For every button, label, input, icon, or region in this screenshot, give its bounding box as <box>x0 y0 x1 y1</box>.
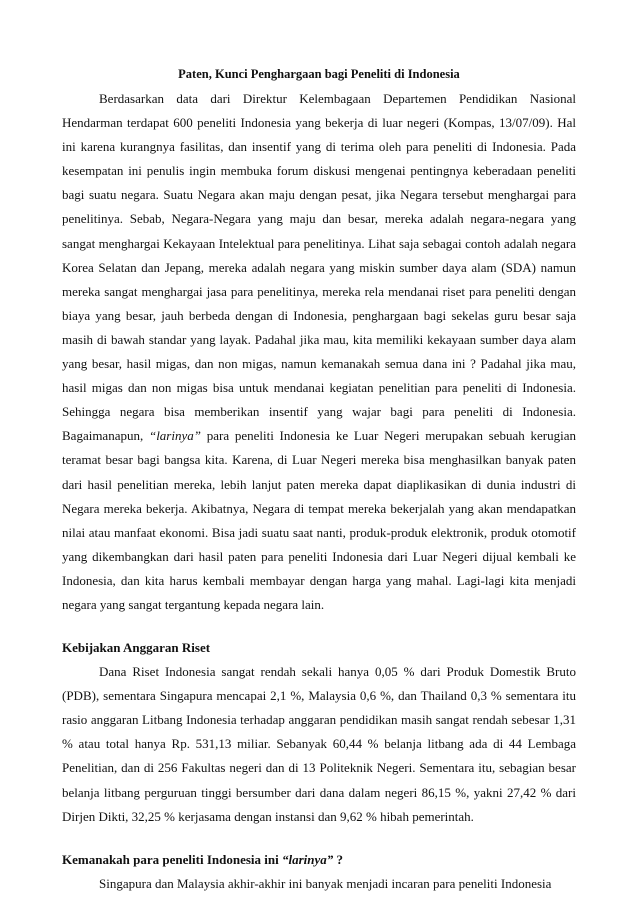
anggaran-paragraph: Dana Riset Indonesia sangat rendah sekali hanya 0,05 % dari Produk Domestik Bruto (PDB), sementara Singapura mencapai 2,1 %, Malaysia 0,6 %, dan Thailand 0,3 % sementara itu rasio anggaran Litbang Indonesia terhadap anggaran pendidikan masih sangat rendah sebesar 1,31 % atau total hanya Rp. 531,13 miliar. Sebanyak 60,44 % belanja litbang ada di 44 Lembaga Penelitian, dan di 256 Fakultas negeri dan di 13 Politeknik Negeri. Sementara itu, sebagian besar belanja litbang perguruan tinggi bersumber dari dana dalam negeri 86,15 %, yakni 27,42 % dari Dirjen Dikti, 32,25 % kerjasama dengan instansi dan 9,62 % hibah pemerintah. <box>62 664 576 824</box>
heading-italic-word: “larinya” <box>281 851 334 867</box>
section-heading-anggaran: Kebijakan Anggaran Riset <box>62 640 211 656</box>
intro-italic-word: “larinya” <box>148 428 201 444</box>
kemanakah-paragraph: Singapura dan Malaysia akhir-akhir ini banyak menjadi incaran para peneliti Indonesia <box>99 875 552 891</box>
intro-text-part2: para peneliti Indonesia ke Luar Negeri merupakan sebuah kerugian teramat besar bagi bangsa kita. Karena, di Luar Negeri mereka bisa menghasilkan banyak paten dari hasil penelitian mereka, lebih lanjut paten mereka dapat diaplikasikan di dunia industri di Negara mereka bekerja. Akibatnya, Negara di tempat mereka bekerjalah yang akan mendapatkan nilai atau manfaat ekonomi. Bisa jadi suatu saat nanti, produk-produk elektronik, produk otomotif yang dikembangkan dari hasil paten para peneliti Indonesia dari Luar Negeri dijual kembali ke Indonesia, dan kita harus kembali membayar dengan harga yang mahal. Lagi-lagi kita menjadi negara yang sangat tergantung kepada negara lain. <box>62 428 576 612</box>
heading-question-mark: ? <box>336 851 344 867</box>
section-heading-kemanakah <box>62 848 576 872</box>
heading-text-part1: Kemanakah para peneliti Indonesia ini <box>62 851 279 867</box>
intro-text-part1: Berdasarkan data dari Direktur Kelembagaan Departemen Pendidikan Nasional Hendarman terdapat 600 peneliti Indonesia yang bekerja di luar negeri (Kompas, 13/07/09). Hal ini karena kurangnya fasilitas, dan insentif yang di terima oleh para peneliti di Indonesia. Pada kesempatan ini penulis ingin membuka forum diskusi mengenai pentingnya keberadaan peneliti bagi suatu negara. Suatu Negara akan maju dengan pesat, jika Negara tersebut menghargai para penelitinya. Sebab, Negara-Negara yang maju dan besar, mereka adalah negara-negara yang sangat menghargai Kekayaan Intelektual para penelitinya. Lihat saja sebagai contoh adalah negara Korea Selatan dan Jepang, mereka adalah negara yang miskin sumber daya alam (SDA) namun mereka sangat menghargai jasa para penelitinya, mereka rela mendanai riset para peneliti dengan biaya yang besar, jauh berbeda dengan di Indonesia, penghargaan bagi sekelas guru besar saja masih di bawah standar yang layak. Padahal jika mau, kita memiliki kekayaan sumber daya alam yang besar, hasil migas, dan non migas, namun kemanakah semua dana ini ? Padahal jika mau, hasil migas dan non migas bisa untuk mendanai kegiatan penelitian para peneliti di Indonesia. Sehingga negara bisa memberikan insentif yang wajar bagi para peneliti di Indonesia. Bagaimanapun, <box>62 91 576 444</box>
intro-paragraph <box>62 87 576 617</box>
document-title: Paten, Kunci Penghargaan bagi Peneliti di Indonesia <box>178 67 460 81</box>
